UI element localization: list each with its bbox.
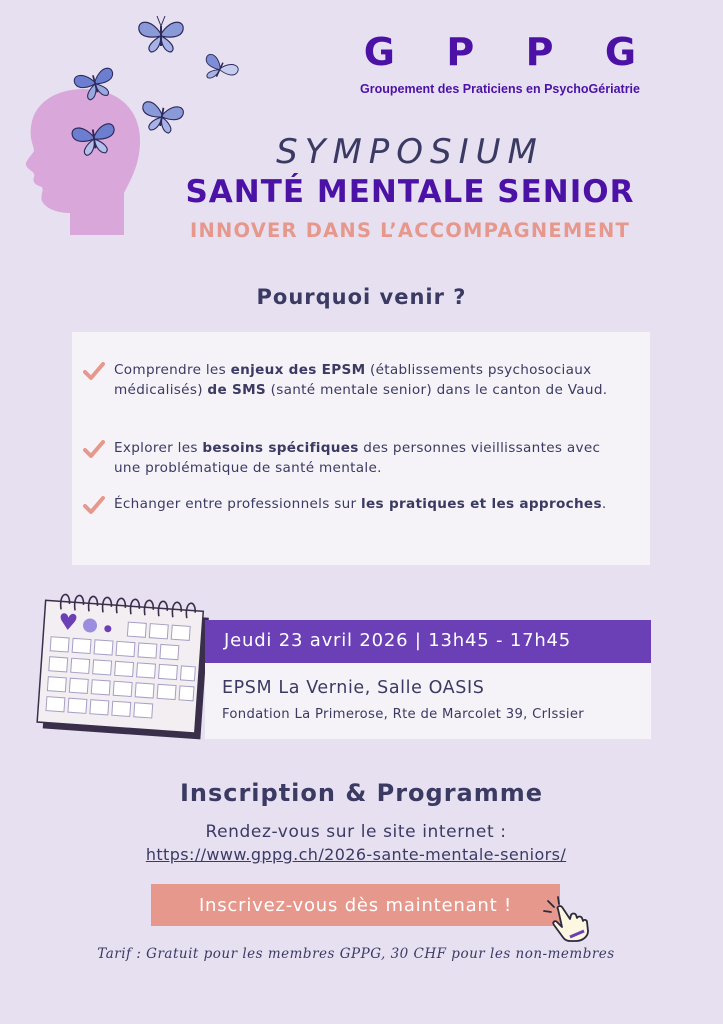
logo-subtitle: Groupement des Praticiens en PsychoGériatrie	[360, 82, 640, 96]
registration-heading: Inscription & Programme	[179, 779, 544, 807]
why-heading: Pourquoi venir ?	[256, 285, 467, 309]
pointer-hand-icon	[540, 895, 592, 943]
logo-title: G P P G	[363, 30, 637, 74]
date-banner	[205, 620, 651, 663]
event-date: Jeudi 23 avril 2026 | 13h45 - 17h45	[224, 630, 572, 651]
event-venue: EPSM La Vernie, Salle OASIS	[222, 678, 485, 698]
location-box	[205, 663, 651, 739]
page-title: SANTÉ MENTALE SENIOR	[185, 174, 635, 210]
registration-link[interactable]: https://www.gppg.ch/2026-sante-mentale-seniors/	[145, 845, 567, 864]
symposium-label: SYMPOSIUM	[276, 132, 544, 172]
calendar-icon	[35, 590, 215, 750]
register-button[interactable]: Inscrivez-vous dès maintenant !	[151, 884, 560, 926]
check-icon	[82, 438, 106, 460]
page-subtitle: INNOVER DANS L’ACCOMPAGNEMENT	[189, 219, 631, 242]
reason-item: Comprendre les enjeux des EPSM (établissements psychosociaux médicalisés) de SMS (santé mentale senior) dans le canton de Vaud.	[114, 360, 619, 400]
price-note: Tarif : Gratuit pour les membres GPPG, 30 CHF pour les non-membres	[97, 946, 615, 962]
butterfly-icon	[72, 62, 118, 104]
butterfly-icon	[138, 96, 186, 136]
butterfly-icon	[135, 14, 187, 56]
butterfly-icon	[200, 46, 240, 92]
check-icon	[82, 494, 106, 516]
reason-item: Explorer les besoins spécifiques des personnes vieillissantes avec une problématique de santé mentale.	[114, 438, 619, 478]
registration-text: Rendez-vous sur le site internet :	[205, 822, 507, 842]
reasons-box	[72, 332, 650, 565]
butterfly-icon	[68, 118, 120, 158]
event-address: Fondation La Primerose, Rte de Marcolet 39, CrIssier	[222, 707, 584, 722]
reason-item: Échanger entre professionnels sur les pratiques et les approches.	[114, 494, 619, 514]
check-icon	[82, 360, 106, 382]
